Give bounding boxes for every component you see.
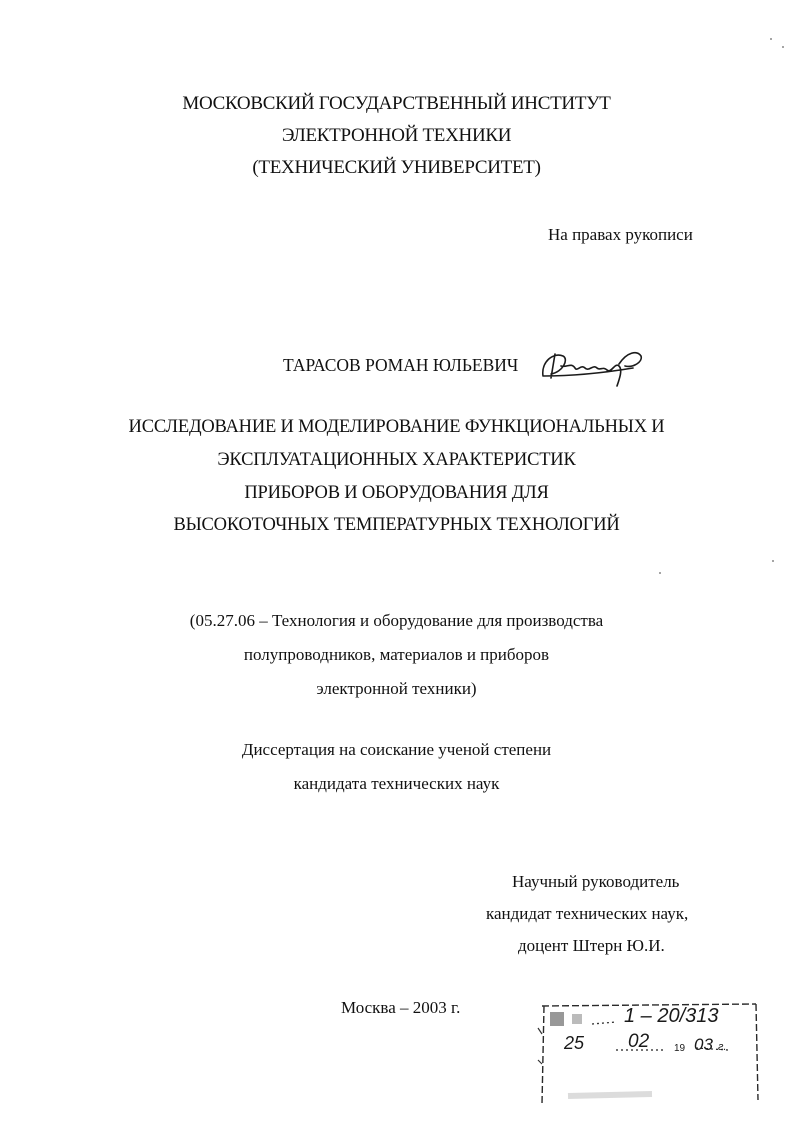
stamp-year: 03 — [694, 1035, 713, 1054]
thesis-title-line-1: ИССЛЕДОВАНИЕ И МОДЕЛИРОВАНИЕ ФУНКЦИОНАЛЬНЫХ И — [128, 417, 665, 437]
registration-stamp — [532, 1000, 760, 1110]
manuscript-note: На правах рукописи — [548, 225, 693, 244]
author-name: ТАРАСОВ РОМАН ЮЛЬЕВИЧ — [283, 355, 519, 375]
scan-speck — [772, 560, 774, 562]
degree-line-2: кандидата технических наук — [293, 774, 500, 793]
stamp-year-prefix: 19 — [674, 1043, 686, 1054]
supervisor-name: доцент Штерн Ю.И. — [518, 936, 665, 955]
scan-speck — [782, 46, 784, 48]
stamp-day: 25 — [564, 1033, 585, 1053]
specialty-line-1: (05.27.06 – Технология и оборудование для производства — [189, 611, 604, 630]
thesis-title-line-2: ЭКСПЛУАТАЦИОННЫХ ХАРАКТЕРИСТИК — [217, 450, 576, 470]
thesis-title-line-4: ВЫСОКОТОЧНЫХ ТЕМПЕРАТУРНЫХ ТЕХНОЛОГИЙ — [173, 515, 620, 535]
author-signature — [537, 346, 647, 390]
stamp-year-suffix: г. — [718, 1041, 727, 1053]
institution-name-line-2: ЭЛЕКТРОННОЙ ТЕХНИКИ — [281, 125, 512, 146]
thesis-title-line-3: ПРИБОРОВ И ОБОРУДОВАНИЯ ДЛЯ — [244, 483, 549, 503]
institution-name-line-1: МОСКОВСКИЙ ГОСУДАРСТВЕННЫЙ ИНСТИТУТ — [182, 93, 611, 114]
scan-speck — [770, 38, 772, 40]
supervisor-role: Научный руководитель — [512, 872, 680, 891]
stamp-month: 02 — [628, 1031, 650, 1052]
city-year: Москва – 2003 г. — [341, 998, 461, 1017]
degree-line-1: Диссертация на соискание ученой степени — [241, 740, 552, 759]
institution-name-line-3: (ТЕХНИЧЕСКИЙ УНИВЕРСИТЕТ) — [252, 157, 541, 178]
scan-speck — [659, 572, 661, 574]
specialty-line-2: полупроводников, материалов и приборов — [243, 645, 550, 664]
supervisor-degree: кандидат технических наук, — [486, 904, 689, 923]
specialty-line-3: электронной техники) — [316, 679, 477, 698]
stamp-number: 1 – 20/313 — [624, 1005, 719, 1027]
